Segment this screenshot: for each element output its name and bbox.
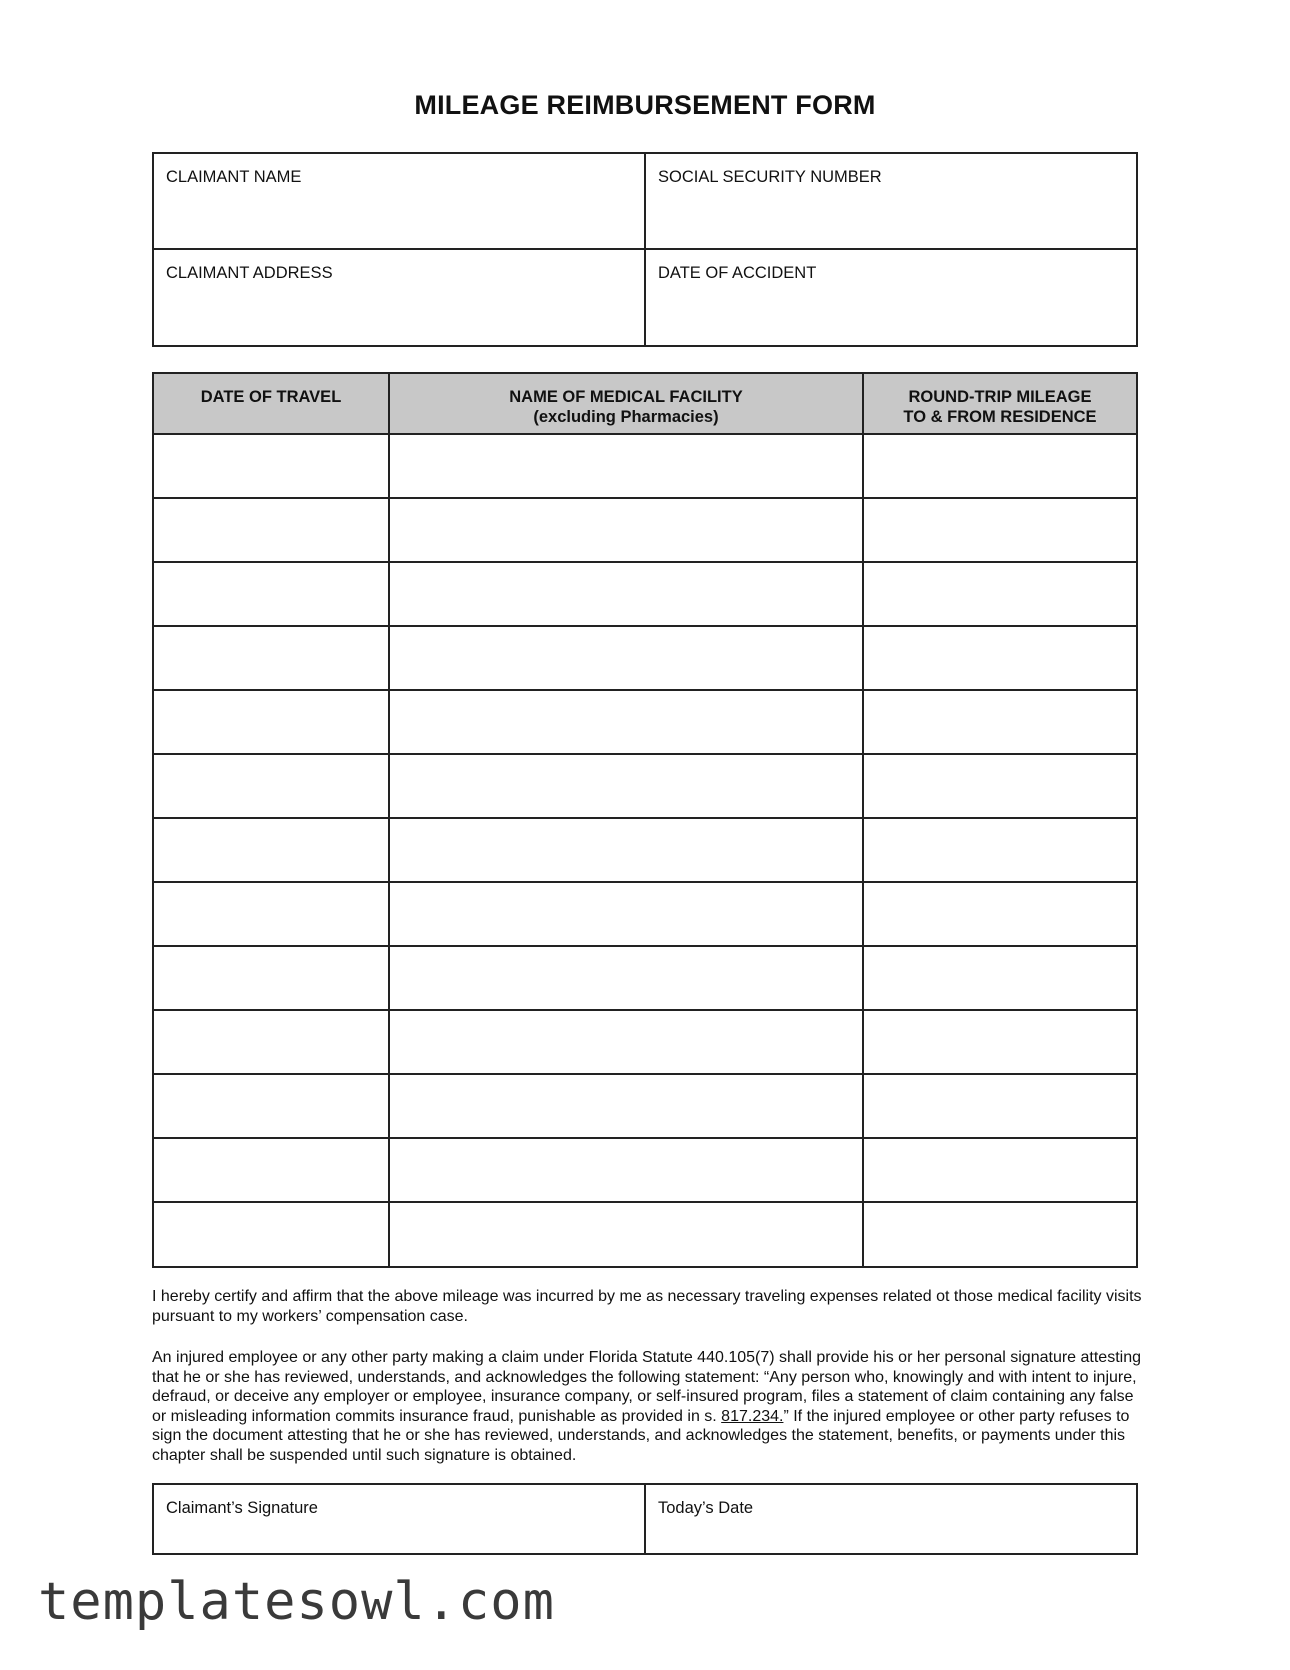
table-row — [154, 946, 1136, 1010]
mileage-cell[interactable] — [863, 626, 1136, 690]
ssn-field[interactable] — [646, 154, 1136, 250]
medical-facility-cell[interactable] — [389, 1202, 863, 1266]
statute-notice-text-after: ” If the injured employee or other party refuses to sign the document attesting that he or she has reviewed, understands, and acknowledges the statement, benefits, or payments under this chapter shall be suspended until such signature is obtained. — [152, 1407, 1130, 1464]
ssn-label: SOCIAL SECURITY NUMBER — [658, 168, 882, 186]
medical-facility-cell[interactable] — [389, 690, 863, 754]
medical-facility-cell[interactable] — [389, 946, 863, 1010]
table-row — [154, 1138, 1136, 1202]
mileage-table — [152, 372, 1138, 1268]
date-of-accident-field[interactable] — [646, 250, 1136, 346]
medical-facility-cell[interactable] — [389, 1138, 863, 1202]
header-date-of-travel — [154, 374, 389, 434]
date-of-travel-cell[interactable] — [154, 882, 389, 946]
mileage-cell[interactable] — [863, 1138, 1136, 1202]
statute-reference-link[interactable]: 817.234. — [721, 1407, 784, 1425]
claimant-name-label: CLAIMANT NAME — [166, 168, 302, 186]
date-of-travel-cell[interactable] — [154, 1138, 389, 1202]
mileage-cell[interactable] — [863, 1074, 1136, 1138]
header-date-label: DATE OF TRAVEL — [200, 388, 342, 406]
table-row — [154, 690, 1136, 754]
header-facility-line1: NAME OF MEDICAL FACILITY — [509, 388, 743, 406]
medical-facility-cell[interactable] — [389, 434, 863, 498]
medical-facility-cell[interactable] — [389, 498, 863, 562]
claimant-info-box — [152, 152, 1138, 347]
claimant-signature-label: Claimant’s Signature — [166, 1499, 318, 1517]
mileage-cell[interactable] — [863, 1202, 1136, 1266]
table-row — [154, 754, 1136, 818]
table-row — [154, 1010, 1136, 1074]
claimant-address-field[interactable] — [154, 250, 646, 346]
date-of-travel-cell[interactable] — [154, 626, 389, 690]
date-of-travel-cell[interactable] — [154, 1202, 389, 1266]
medical-facility-cell[interactable] — [389, 562, 863, 626]
header-mileage-line2: TO & FROM RESIDENCE — [903, 408, 1097, 426]
certification-statement: I hereby certify and affirm that the above mileage was incurred by me as necessary traveling expenses related ot those medical facility visits pursuant to my workers’ compensation case. — [152, 1288, 1142, 1325]
statute-notice-text-before: An injured employee or any other party making a claim under Florida Statute 440.105(7) shall provide his or her personal signature attesting that he or she has reviewed, understands, and acknowledges the following statement: “Any person who, knowingly and with intent to injure, defraud, or deceive any employer or employee, insurance company, or self-insured program, files a statement of claim containing any false or misleading information commits insurance fraud, punishable as provided in s. — [152, 1349, 1141, 1425]
mileage-table-header — [154, 374, 1136, 434]
date-of-travel-cell[interactable] — [154, 562, 389, 626]
table-row — [154, 1074, 1136, 1138]
table-row — [154, 434, 1136, 498]
date-of-travel-cell[interactable] — [154, 1074, 389, 1138]
claimant-address-label: CLAIMANT ADDRESS — [166, 263, 333, 282]
medical-facility-cell[interactable] — [389, 626, 863, 690]
mileage-cell[interactable] — [863, 818, 1136, 882]
claimant-signature-field[interactable] — [154, 1485, 646, 1553]
medical-facility-cell[interactable] — [389, 818, 863, 882]
table-row — [154, 562, 1136, 626]
mileage-cell[interactable] — [863, 754, 1136, 818]
header-round-trip-mileage — [863, 374, 1136, 434]
mileage-cell[interactable] — [863, 946, 1136, 1010]
mileage-cell[interactable] — [863, 562, 1136, 626]
table-row — [154, 1202, 1136, 1266]
watermark-logo: templatesowl.com — [38, 1572, 555, 1632]
table-row — [154, 882, 1136, 946]
mileage-cell[interactable] — [863, 690, 1136, 754]
mileage-cell[interactable] — [863, 434, 1136, 498]
statute-notice — [152, 1348, 1142, 1465]
date-of-travel-cell[interactable] — [154, 946, 389, 1010]
date-of-travel-cell[interactable] — [154, 818, 389, 882]
table-row — [154, 818, 1136, 882]
form-title: MILEAGE REIMBURSEMENT FORM — [414, 90, 876, 120]
date-of-travel-cell[interactable] — [154, 498, 389, 562]
table-row — [154, 626, 1136, 690]
signature-box — [152, 1483, 1138, 1555]
table-row — [154, 498, 1136, 562]
date-of-travel-cell[interactable] — [154, 434, 389, 498]
header-medical-facility — [389, 374, 863, 434]
mileage-cell[interactable] — [863, 1010, 1136, 1074]
mileage-cell[interactable] — [863, 882, 1136, 946]
date-of-travel-cell[interactable] — [154, 754, 389, 818]
medical-facility-cell[interactable] — [389, 754, 863, 818]
medical-facility-cell[interactable] — [389, 1074, 863, 1138]
medical-facility-cell[interactable] — [389, 1010, 863, 1074]
header-mileage-line1: ROUND-TRIP MILEAGE — [908, 388, 1092, 406]
date-of-travel-cell[interactable] — [154, 1010, 389, 1074]
medical-facility-cell[interactable] — [389, 882, 863, 946]
todays-date-field[interactable] — [646, 1485, 1136, 1553]
header-facility-line2: (excluding Pharmacies) — [533, 408, 719, 426]
claimant-name-field[interactable] — [154, 154, 646, 250]
date-of-travel-cell[interactable] — [154, 690, 389, 754]
mileage-cell[interactable] — [863, 498, 1136, 562]
date-of-accident-label: DATE OF ACCIDENT — [658, 263, 817, 282]
todays-date-label: Today’s Date — [658, 1499, 754, 1517]
